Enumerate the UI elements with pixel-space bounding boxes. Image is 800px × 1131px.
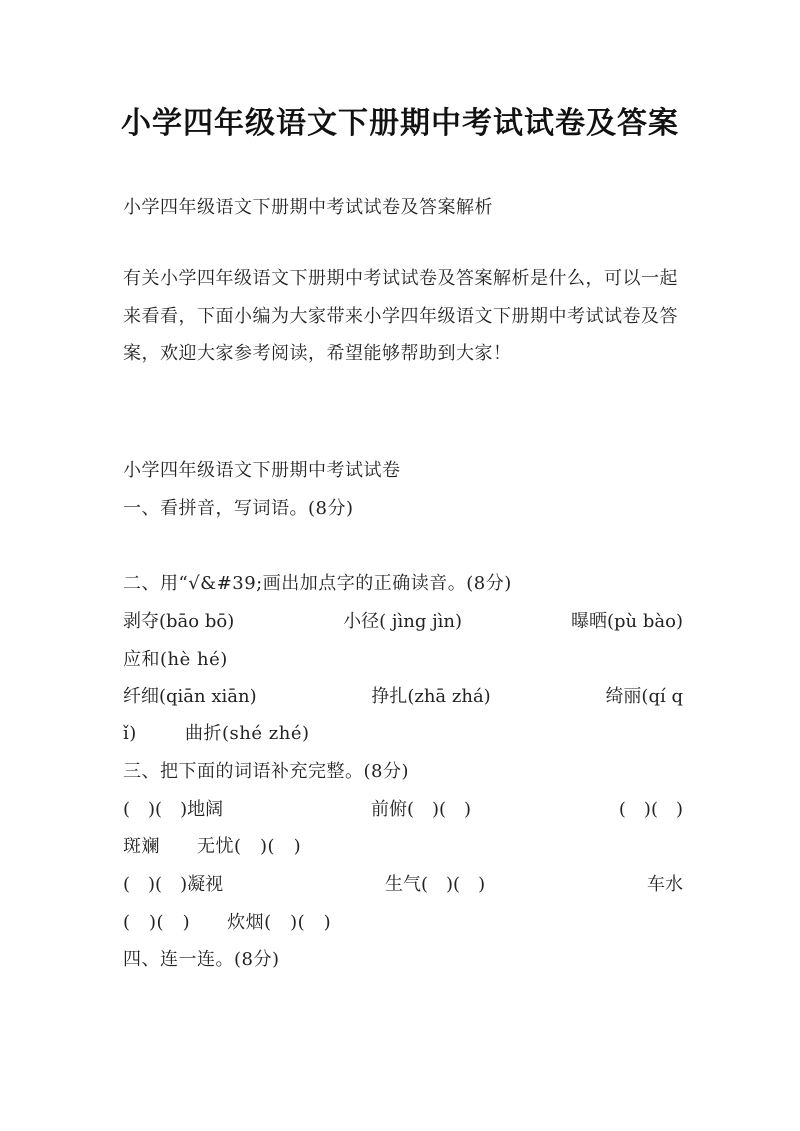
pinyin-item: 绮丽(qí q	[605, 686, 683, 707]
section-3-row-3	[123, 870, 683, 896]
blank-item: 生气( )( )	[385, 874, 486, 895]
pinyin-item: ǐ)	[123, 723, 137, 744]
section-2-row-3	[123, 682, 683, 708]
section-2-row-4	[123, 719, 310, 745]
pinyin-item: 纤细(qiān xiān)	[123, 686, 257, 707]
pinyin-item: 曝晒(pù bào)	[571, 611, 683, 632]
blank-item: 车水	[647, 874, 683, 895]
section-3-line-4: ( )( ) 炊烟( )( )	[123, 912, 332, 933]
blank-item: ( )( )	[618, 799, 683, 820]
pinyin-item: 剥夺(bāo bō)	[123, 611, 235, 632]
subtitle: 小学四年级语文下册期中考试试卷及答案解析	[123, 197, 493, 218]
section-3-heading: 三、把下面的词语补充完整。(8分)	[123, 761, 409, 782]
pinyin-item: 曲折(shé zhé)	[185, 723, 310, 744]
document-title: 小学四年级语文下册期中考试试卷及答案	[121, 106, 679, 141]
section-3-row-1	[123, 795, 683, 821]
blank-item: ( )( )地阔	[123, 799, 224, 820]
pinyin-item: 小径( jìng jìn)	[343, 611, 463, 632]
exam-title: 小学四年级语文下册期中考试试卷	[123, 460, 401, 481]
section-1-heading: 一、看拼音，写词语。(8分)	[123, 498, 354, 519]
section-2-heading: 二、用“√&#39;画出加点字的正确读音。(8分)	[123, 573, 512, 594]
blank-item: ( )( )凝视	[123, 874, 224, 895]
section-3-line-2: 斑斓 无忧( )( )	[123, 836, 302, 857]
blank-item: 前俯( )( )	[370, 799, 472, 820]
section-4-heading: 四、连一连。(8分)	[123, 949, 280, 970]
intro-paragraph: 有关小学四年级语文下册期中考试试卷及答案解析是什么，可以一起来看看，下面小编为大家带来小学四年级语文下册期中考试试卷及答案，欢迎大家参考阅读，希望能够帮助到大家！	[123, 268, 678, 364]
section-2-row-1	[123, 607, 683, 633]
pinyin-item: 挣扎(zhā zhá)	[371, 686, 491, 707]
section-2-line-2: 应和(hè hé)	[123, 649, 228, 670]
